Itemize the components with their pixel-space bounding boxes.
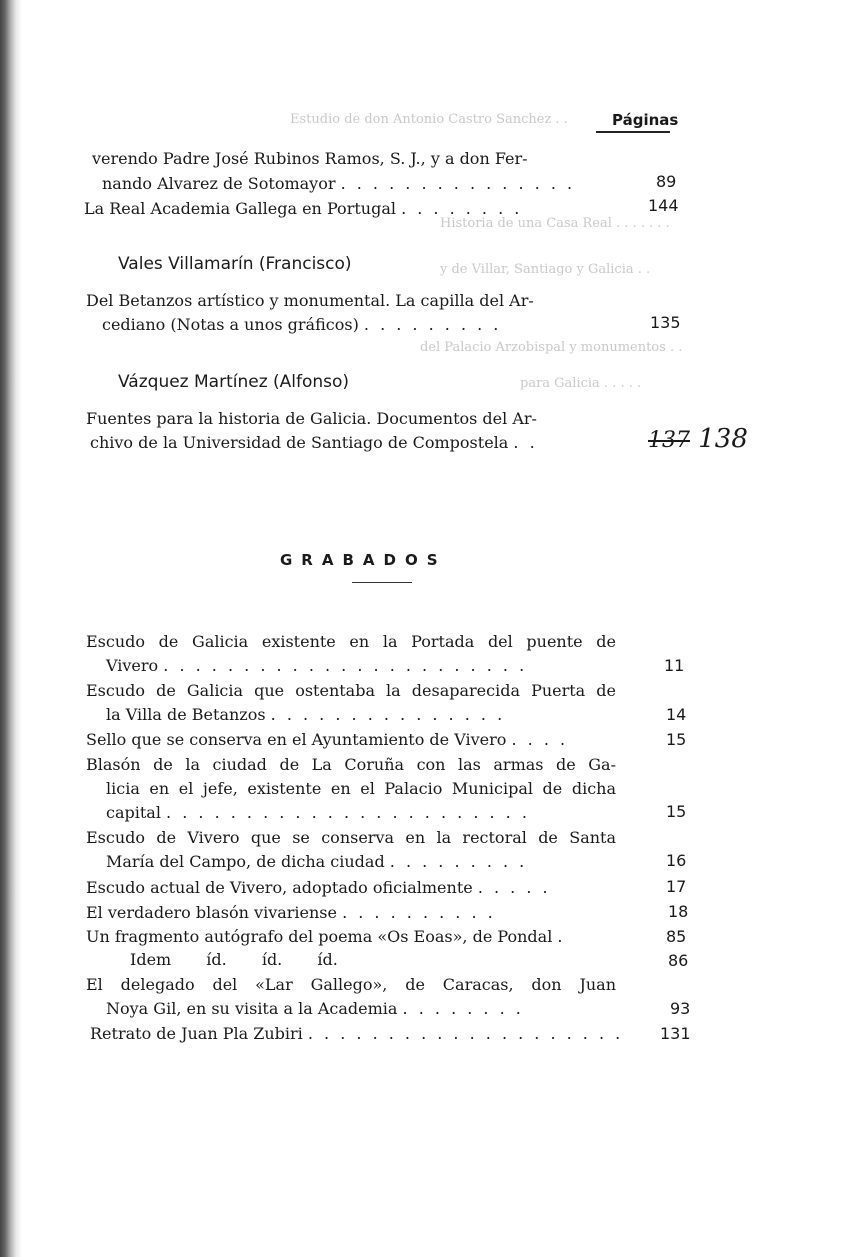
grabado-entry: El verdadero blasón vivariense . . . . . . . . . . <box>86 903 496 922</box>
page-number: 18 <box>668 902 689 921</box>
page-number: 11 <box>664 656 685 675</box>
grabado-entry: El delegado del «Lar Gallego», de Caracas, don Juan Noya Gil, en su visita a la Academia . . . . . . . . <box>86 975 616 1018</box>
index-entry-line: Fuentes para la historia de Galicia. Documentos del Ar- <box>86 409 537 428</box>
bleed-through-text: del Palacio Arzobispal y monumentos . . <box>420 340 683 355</box>
page-number: 86 <box>668 951 689 970</box>
grabado-entry: Escudo de Galicia existente en la Portada del puente de Vivero . . . . . . . . . . . . . . . . . . . . . . . <box>86 632 616 675</box>
page-number: 89 <box>656 172 677 191</box>
pages-column-header: Páginas <box>612 111 679 129</box>
grabado-entry: Sello que se conserva en el Ayuntamiento de Vivero . . . . <box>86 730 569 749</box>
bleed-through-text: Estudio de don Antonio Castro Sanchez . . <box>290 112 568 127</box>
index-entry-line: verendo Padre José Rubinos Ramos, S. J., y a don Fer- <box>92 149 528 168</box>
page-number: 144 <box>648 196 679 215</box>
bleed-through-text: y de Villar, Santiago y Galicia . . <box>440 262 651 277</box>
bleed-through-text: para Galicia . . . . . <box>520 376 642 391</box>
index-entry-line: nando Alvarez de Sotomayor . . . . . . . . . . . . . . . <box>102 174 576 193</box>
grabado-entry: Blasón de la ciudad de La Coruña con las armas de Ga- licia en el jefe, existente en el Palacio Municipal de dicha capital . . . . . . . . . . . . . . . . . . . . . . . <box>86 755 616 822</box>
section-title: GRABADOS <box>280 551 447 569</box>
page-binding-edge <box>0 0 22 1257</box>
author-heading: Vázquez Martínez (Alfonso) <box>118 372 350 392</box>
page-number: 15 <box>666 730 687 749</box>
grabado-entry: Escudo de Vivero que se conserva en la rectoral de Santa María del Campo, de dicha ciudad . . . . . . . . . <box>86 828 616 871</box>
index-entry-line: La Real Academia Gallega en Portugal . . . . . . . . <box>84 199 523 218</box>
grabado-entry: Escudo de Galicia que ostentaba la desaparecida Puerta de la Villa de Betanzos . . . . . . . . . . . . . . . <box>86 681 616 724</box>
page-number: 135 <box>650 313 681 332</box>
index-entry-line: Del Betanzos artístico y monumental. La capilla del Ar- <box>86 291 534 310</box>
page-number: 131 <box>660 1024 691 1043</box>
header-underline <box>596 131 670 133</box>
author-heading: Vales Villamarín (Francisco) <box>118 254 352 274</box>
bleed-through-text: Historia de una Casa Real . . . . . . . <box>440 216 670 231</box>
page-number: 85 <box>666 927 687 946</box>
page-number: 17 <box>666 877 687 896</box>
handwritten-page-correction: 137 138 <box>648 424 748 454</box>
index-entry-line: chivo de la Universidad de Santiago de Compostela . . <box>90 433 538 452</box>
grabado-entry: Un fragmento autógrafo del poema «Os Eoas», de Pondal . <box>86 927 566 946</box>
page-number: 15 <box>666 802 687 821</box>
index-entry-line: cediano (Notas a unos gráficos) . . . . . . . . . <box>102 315 502 334</box>
page-number: 14 <box>666 705 687 724</box>
grabado-entry: Retrato de Juan Pla Zubiri . . . . . . . . . . . . . . . . . . . . <box>90 1024 624 1043</box>
section-underline <box>352 582 412 583</box>
grabado-entry: Escudo actual de Vivero, adoptado oficialmente . . . . . <box>86 878 551 897</box>
page-number: 93 <box>670 999 691 1018</box>
page-number: 16 <box>666 851 687 870</box>
grabado-entry: Idem íd. íd. íd. <box>130 950 338 969</box>
